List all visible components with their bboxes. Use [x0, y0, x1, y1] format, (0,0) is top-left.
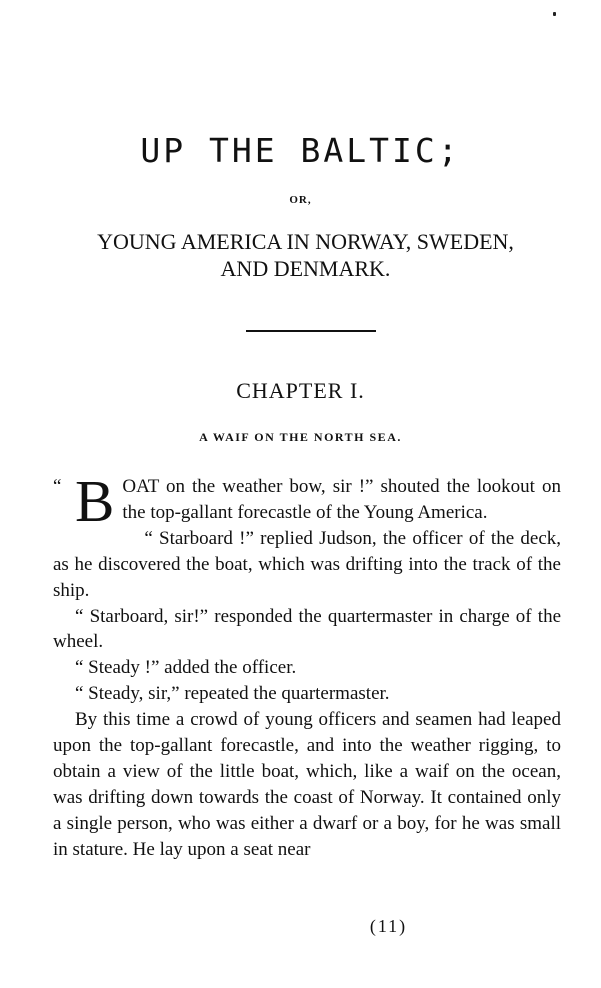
ink-speck — [553, 12, 556, 16]
paragraph-5: “ Steady, sir,” repeated the quartermaster. — [75, 683, 390, 705]
book-title: UP THE BALTIC; — [140, 131, 461, 170]
body-text — [53, 468, 561, 863]
opening-quote: “ — [53, 476, 62, 497]
chapter-heading: CHAPTER I. — [236, 378, 365, 403]
subtitle-line-1: YOUNG AMERICA IN NORWAY, SWEDEN, — [97, 229, 514, 254]
page-number: (11) — [369, 916, 408, 936]
title-or: OR, — [289, 194, 312, 206]
paragraph-2: “ Starboard !” replied Judson, the officer of the deck, as he discovered the boat, which was drifting into the track of the ship. — [53, 527, 561, 601]
paragraph-3: “ Starboard, sir!” responded the quartermaster in charge of the wheel. — [53, 605, 561, 653]
title-rule — [246, 330, 376, 332]
paragraph-1 — [53, 468, 561, 534]
drop-cap: B — [75, 468, 115, 534]
paragraph-1-text: OAT on the weather bow, sir !” shouted the lookout on the top-gallant forecastle of the Young America. — [122, 476, 561, 523]
paragraph-4: “ Steady !” added the officer. — [75, 657, 297, 679]
paragraph-6: By this time a crowd of young officers and seamen had leaped upon the top-gallant forecastle, and into the weather rigging, to obtain a view of the little boat, which, like a waif on the ocean, was drifting down towards the coast of Norway. It contained only a single person, who was either a dwarf or a boy, for he was small in stature. He lay upon a seat near — [53, 709, 561, 860]
book-subtitle — [40, 228, 571, 282]
chapter-subheading: A WAIF ON THE NORTH SEA. — [199, 430, 402, 444]
subtitle-line-2: AND DENMARK. — [220, 256, 391, 281]
